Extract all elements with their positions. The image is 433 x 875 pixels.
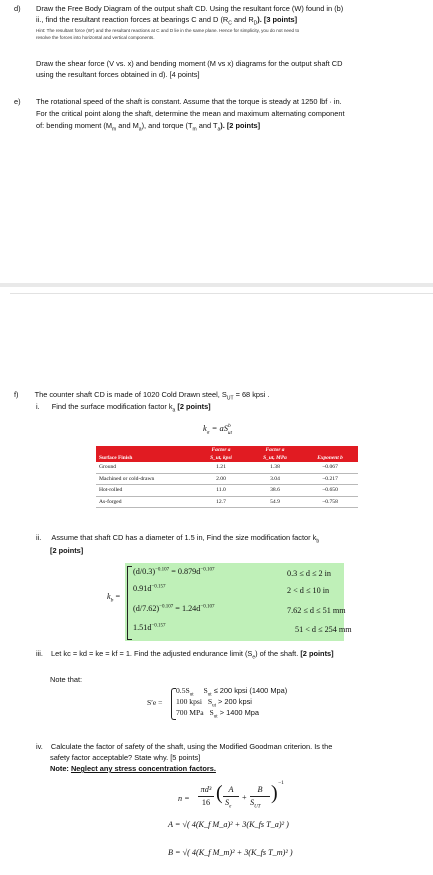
question-f-ii-points: [2 points] bbox=[50, 546, 84, 555]
n-eq-left-paren: ( bbox=[216, 782, 223, 804]
question-f-iv-line2: safety factor acceptable? State why. [5 points] bbox=[50, 753, 201, 762]
question-f-iii: iii. Let kc = kd = ke = kf = 1. Find the adjusted endurance limit $(S_e)$ of the shaft. [2 points] bbox=[36, 649, 334, 661]
question-d-hint-line1: Hint: The resultant force (W') and the resultant reactions at C and D lie in the same plane. Hence for simplicity, you do not need to bbox=[36, 28, 300, 33]
question-f-iv-note: Note: Neglect any stress concentration factors. bbox=[50, 764, 216, 773]
surface-factor-table bbox=[96, 446, 358, 508]
note-that: Note that: bbox=[50, 675, 83, 684]
n-eq-Se: $S_e$ bbox=[225, 798, 232, 810]
question-e-line2: For the critical point along the shaft, determine the mean and maximum alternating component bbox=[36, 109, 345, 118]
page-rule bbox=[10, 293, 433, 294]
B-equation: B = √( 4(K_f M_m)² + 3(K_fs T_m)² ) bbox=[168, 848, 293, 857]
kb-row-3: $(d/7.62)^{-0.107} = 1.24d^{-0.107}$ bbox=[133, 604, 215, 613]
n-eq-right-paren: ) bbox=[271, 782, 278, 804]
table-row: Machined or cold-drawn 2.00 3.04 −0.217 bbox=[96, 473, 358, 485]
question-f-label: f) bbox=[14, 390, 19, 399]
n-eq-Sut: $S_{UT}$ bbox=[250, 798, 261, 810]
page-break bbox=[0, 283, 433, 287]
kb-row-4: $1.51d^{-0.157}$ bbox=[133, 623, 166, 632]
table-row: Ground 1.21 1.38 −0.067 bbox=[96, 462, 358, 473]
kb-range-1: 0.3 ≤ d ≤ 2 in bbox=[287, 569, 332, 578]
table-subheader-mpa: S_ut, MPa bbox=[248, 454, 302, 462]
se-row-3: 700 MPa $S_{ut} > 1400$ Mpa bbox=[176, 708, 259, 720]
table-header-exponent-b: Exponent b bbox=[302, 446, 358, 462]
se-lhs: S′e = bbox=[147, 698, 163, 707]
kb-row-1: $(d/0.3)^{-0.107} = 0.879d^{-0.107}$ bbox=[133, 567, 215, 576]
A-equation: A = √( 4(K_f M_a)² + 3(K_fs T_a)² ) bbox=[168, 820, 289, 829]
question-e-line3: of: bending moment ($M_m$ and $M_a$), and torque ($T_m$ and $T_a$). [2 points] bbox=[36, 121, 261, 133]
question-e-label: e) bbox=[14, 97, 21, 106]
question-f-intro: f) The counter shaft CD is made of 1020 Cold Drawn steel, $S_{UT} = 68$ kpsi . bbox=[14, 390, 270, 402]
n-eq-exponent: −1 bbox=[278, 780, 284, 786]
question-d-shear-line1: Draw the shear force (V vs. x) and bending moment (M vs x) diagrams for the output shaft CD bbox=[36, 59, 343, 68]
table-header-surface-finish: Surface Finish bbox=[96, 446, 194, 462]
question-f-ii: ii. Assume that shaft CD has a diameter of 1.5 in, Find the size modification factor $k_b$ bbox=[36, 533, 320, 545]
table-row: Hot-rolled 11.0 38.6 −0.650 bbox=[96, 485, 358, 497]
kb-range-4: 51 < d ≤ 254 mm bbox=[295, 625, 352, 634]
n-eq-fraction-bar bbox=[198, 796, 214, 797]
kb-row-2: $0.91d^{-0.157}$ bbox=[133, 584, 166, 593]
se-row-1: $0.5S_{ut}$ $S_{ut} \le 200$ kpsi (1400 Mpa) bbox=[176, 686, 288, 698]
question-f-i: i. Find the surface modification factor $k_a$ [2 points] bbox=[36, 402, 211, 414]
n-eq-lhs: n = bbox=[178, 794, 190, 803]
n-eq-num: πd³ bbox=[200, 785, 212, 794]
table-header-factor-a-kpsi: Factor a bbox=[194, 446, 248, 454]
ka-formula: $k_a = aS^b_{ut}$ bbox=[203, 423, 233, 436]
kb-formula-box bbox=[125, 563, 352, 641]
se-row-2: 100 kpsi $S_{ut} > 200$ kpsi bbox=[176, 697, 252, 709]
kb-range-2: 2 < d ≤ 10 in bbox=[287, 586, 330, 595]
n-eq-A-bar bbox=[223, 796, 239, 797]
question-e-line1: The rotational speed of the shaft is constant. Assume that the torque is steady at 1250 lbf · in. bbox=[36, 97, 342, 106]
question-d-line1: Draw the Free Body Diagram of the output shaft CD. Using the resultant force (W) found in (b) bbox=[36, 4, 344, 13]
left-brace bbox=[127, 566, 132, 640]
kb-range-3: 7.62 ≤ d ≤ 51 mm bbox=[287, 606, 346, 615]
table-subheader-kpsi: S_ut, kpsi bbox=[194, 454, 248, 462]
n-eq-B-bar bbox=[250, 796, 270, 797]
question-d-shear-line2: using the resultant forces obtained in d). [4 points] bbox=[36, 70, 200, 79]
question-d-hint-line2: resolve the forces into horizontal and vertical components. bbox=[36, 35, 155, 40]
n-eq-B: B bbox=[257, 785, 263, 794]
n-eq-A: A bbox=[228, 785, 234, 794]
kb-lhs: $k_b$ = bbox=[107, 592, 121, 604]
table-row: As-forged 12.7 54.9 −0.758 bbox=[96, 496, 358, 508]
table-header-factor-a-mpa: Factor a bbox=[248, 446, 302, 454]
question-f-iv: iv. Calculate the factor of safety of the shaft, using the Modified Goodman criterion. Is the bbox=[36, 742, 333, 751]
n-eq-den: 16 bbox=[201, 798, 211, 807]
question-d-line2: ii., find the resultant reaction forces at bearings C and D ($R_C$ and $R_D$). [3 points] bbox=[36, 15, 298, 27]
n-eq-plus: + bbox=[242, 793, 247, 802]
question-d-label: d) bbox=[14, 4, 21, 13]
